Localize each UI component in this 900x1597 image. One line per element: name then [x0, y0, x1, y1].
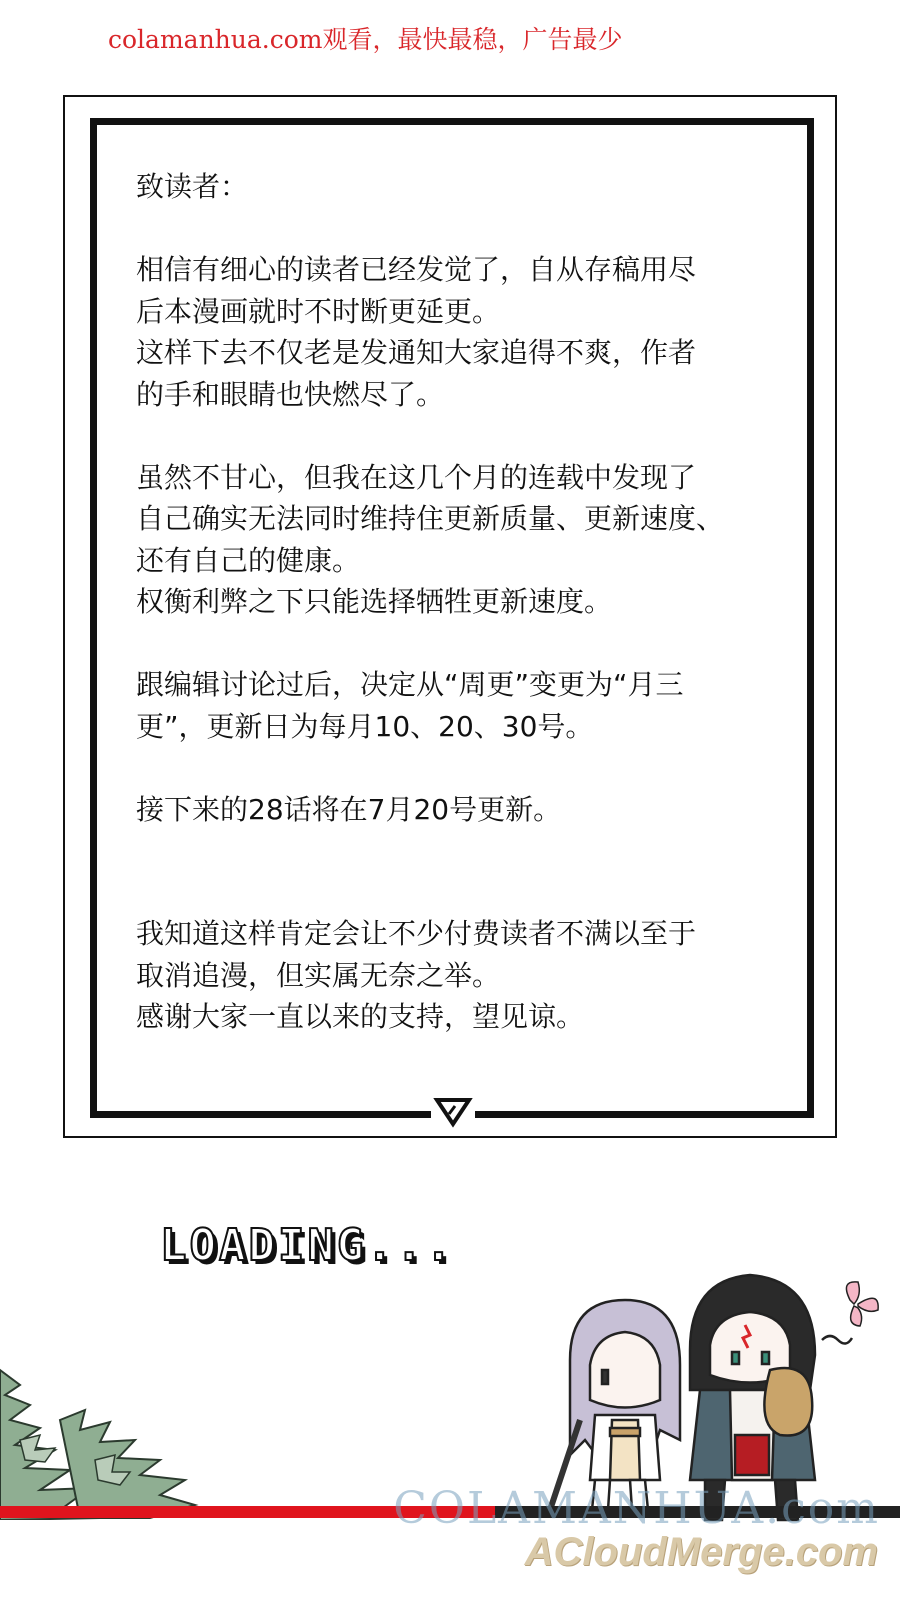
bush-illustration: [0, 1350, 200, 1520]
letter-line: 的手和眼睛也快燃尽了。: [136, 377, 445, 411]
letter-line: 虽然不甘心，但我在这几个月的连载中发现了: [136, 460, 697, 494]
letter-line: 跟编辑讨论过后，决定从“周更”变更为“月三: [136, 668, 684, 701]
letter-line: 感谢大家一直以来的支持，望见谅。: [136, 1000, 585, 1033]
site-banner[interactable]: colamanhua.com观看，最快最稳，广告最少: [108, 25, 623, 54]
loading-text: LOADING...: [160, 1220, 455, 1271]
letter-salutation: 致读者：: [136, 170, 249, 203]
letter-line: 后本漫画就时不时断更延更。: [136, 294, 501, 328]
letter-line: 这样下去不仅老是发通知大家追得不爽，作者: [136, 336, 697, 369]
letter-line: 权衡利弊之下只能选择牺牲更新速度。: [136, 585, 613, 618]
letter-line: 接下来的28话将在7月20号更新。: [136, 792, 562, 826]
watermark-acloudmerge: ACloudMerge.com: [524, 1530, 878, 1574]
letter-line: 我知道这样肯定会让不少付费读者不满以至于: [136, 917, 697, 950]
down-triangle-icon: [431, 1094, 475, 1130]
watermark-colamanhua: COLAMANHUA.com: [393, 1483, 880, 1534]
letter-line: 更”，更新日为每月10、20、30号。: [136, 709, 594, 743]
letter-line: 还有自己的健康。: [136, 543, 361, 577]
letter-line: 自己确实无法同时维持住更新质量、更新速度、: [136, 502, 725, 535]
letter-body: [136, 166, 786, 1038]
letter-line: 相信有细心的读者已经发觉了，自从存稿用尽: [136, 253, 697, 286]
letter-line: 取消追漫，但实属无奈之举。: [136, 958, 501, 992]
